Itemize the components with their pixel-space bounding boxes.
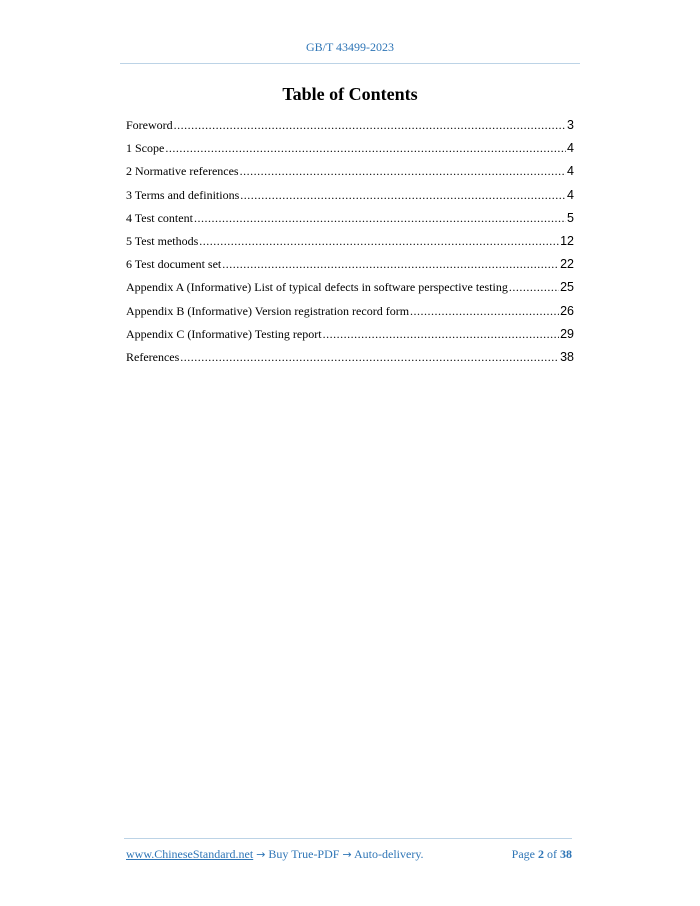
toc-entry-label: 5 Test methods — [126, 233, 199, 248]
toc-entry-page: 3 — [567, 118, 574, 132]
toc-entry-page: 25 — [560, 280, 574, 295]
toc-entry-label: Appendix B (Informative) Version registration record form — [126, 303, 410, 318]
toc-entry-page: 26 — [560, 303, 574, 318]
footer-divider — [124, 838, 572, 839]
toc-entry-label: 3 Terms and definitions — [126, 187, 240, 202]
toc-leader-dots — [410, 304, 559, 319]
toc-leader-dots — [180, 350, 559, 365]
toc-entry-test-content[interactable] — [126, 211, 574, 234]
page-indicator — [512, 847, 572, 862]
header-divider — [120, 63, 580, 64]
buy-true-pdf-text: Buy True-PDF — [268, 847, 340, 861]
toc-entry-label: Appendix A (Informative) List of typical defects in software perspective testing — [126, 280, 508, 295]
auto-delivery-text: Auto-delivery. — [354, 847, 424, 861]
toc-entry-page: 5 — [567, 210, 574, 225]
toc-entry-label: 6 Test document set — [126, 257, 222, 272]
toc-entry-page: 4 — [567, 187, 574, 202]
chinesestandard-link[interactable]: www.ChineseStandard.net — [126, 847, 254, 861]
toc-leader-dots — [240, 188, 566, 203]
toc-entry-page: 4 — [567, 164, 574, 179]
toc-entry-label: Foreword — [126, 118, 173, 132]
toc-leader-dots — [174, 118, 566, 133]
page-label: Page — [511, 847, 535, 861]
page-total: 38 — [560, 847, 572, 861]
toc-entry-page: 12 — [560, 233, 574, 248]
footer-promo — [126, 847, 424, 862]
toc-entry-terms-definitions[interactable] — [126, 188, 574, 211]
arrow-right-icon: → — [256, 848, 266, 861]
toc-list — [126, 118, 574, 373]
toc-entry-label: 4 Test content — [126, 210, 193, 225]
toc-leader-dots — [509, 280, 559, 295]
page-header: GB/T 43499-2023 — [305, 40, 395, 54]
toc-entry-page: 22 — [560, 257, 574, 272]
toc-entry-test-document-set[interactable] — [126, 257, 574, 280]
toc-entry-label: 1 Scope — [126, 141, 165, 156]
toc-leader-dots — [194, 211, 566, 226]
toc-title: Table of Contents — [282, 84, 418, 104]
toc-entry-normative-references[interactable] — [126, 164, 574, 187]
toc-entry-page: 29 — [560, 326, 574, 341]
toc-leader-dots — [199, 234, 559, 249]
toc-entry-scope[interactable] — [126, 141, 574, 164]
toc-entry-references[interactable] — [126, 350, 574, 373]
toc-entry-label: 2 Normative references — [126, 164, 239, 179]
toc-entry-appendix-b[interactable] — [126, 304, 574, 327]
toc-leader-dots — [323, 327, 560, 342]
toc-entry-page: 38 — [560, 349, 574, 364]
toc-entry-label: Appendix C (Informative) Testing report — [126, 326, 322, 341]
toc-entry-appendix-c[interactable] — [126, 327, 574, 350]
toc-entry-page: 4 — [567, 141, 574, 156]
toc-entry-foreword[interactable] — [126, 118, 574, 141]
page-current: 2 — [538, 847, 544, 861]
toc-leader-dots — [240, 164, 566, 179]
toc-entry-test-methods[interactable] — [126, 234, 574, 257]
page-footer — [126, 847, 572, 862]
arrow-right-icon: → — [342, 848, 352, 861]
toc-leader-dots — [222, 257, 559, 272]
toc-entry-appendix-a[interactable] — [126, 280, 574, 303]
page-of-label: of — [547, 847, 557, 861]
toc-leader-dots — [165, 141, 566, 156]
toc-entry-label: References — [126, 349, 180, 364]
